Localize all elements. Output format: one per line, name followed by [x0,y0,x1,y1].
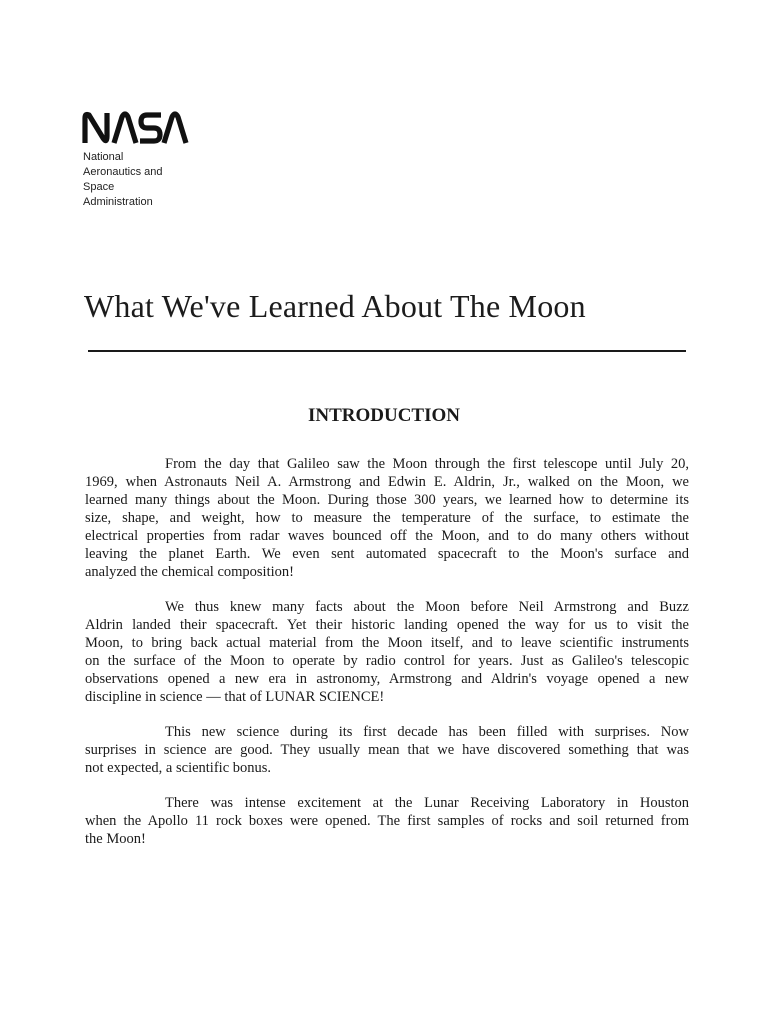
title-divider [88,350,686,352]
text-line: observations opened a new era in astronomy, Armstrong and Aldrin's voyage opened a new [85,671,689,687]
paragraph-4 [85,794,689,848]
paragraph-1 [85,455,689,581]
text-line: From the day that Galileo saw the Moon through the first telescope until July 20, [165,456,689,472]
text-line: We thus knew many facts about the Moon before Neil Armstrong and Buzz [165,599,689,615]
text-line: learned many things about the Moon. During those 300 years, we learned how to determine its [85,492,689,508]
agency-line: Administration [83,196,153,208]
text-line: not expected, a scientific bonus. [85,760,272,776]
text-line: There was intense excitement at the Lunar Receiving Laboratory in Houston [165,795,689,811]
body-text [85,455,689,865]
agency-line: Aeronautics and [83,166,163,178]
text-line: Aldrin landed their spacecraft. Yet their historic landing opened the way for us to visit the [85,617,689,633]
agency-name [83,150,163,210]
text-line: size, shape, and weight, how to measure the temperature of the surface, to estimate the [85,510,689,526]
text-line: Moon, to bring back actual material from the Moon itself, and to leave scientific instruments [85,635,689,651]
text-line: 1969, when Astronauts Neil A. Armstrong and Edwin E. Aldrin, Jr., walked on the Moon, we [85,474,689,490]
nasa-logo [82,110,190,144]
paragraph-3 [85,723,689,777]
agency-line: Space [83,181,115,193]
nasa-worm-logo-icon [82,110,190,144]
text-line: leaving the planet Earth. We even sent automated spacecraft to the Moon's surface and [85,546,689,562]
text-line: analyzed the chemical composition! [85,564,294,580]
text-line: surprises in science are good. They usually mean that we have discovered something that was [85,742,689,758]
page-title: What We've Learned About The Moon [84,288,586,324]
text-line: on the surface of the Moon to operate by radio control for years. Just as Galileo's telescopic [85,653,689,669]
agency-line: National [83,151,124,163]
text-line: the Moon! [85,831,146,847]
section-heading: INTRODUCTION [307,405,461,426]
text-line: when the Apollo 11 rock boxes were opened. The first samples of rocks and soil returned from [85,813,689,829]
text-line: electrical properties from radar waves bounced off the Moon, and to do many others without [85,528,689,544]
text-line: discipline in science — that of LUNAR SCIENCE! [85,689,385,705]
paragraph-2 [85,598,689,706]
text-line: This new science during its first decade has been filled with surprises. Now [165,724,689,740]
